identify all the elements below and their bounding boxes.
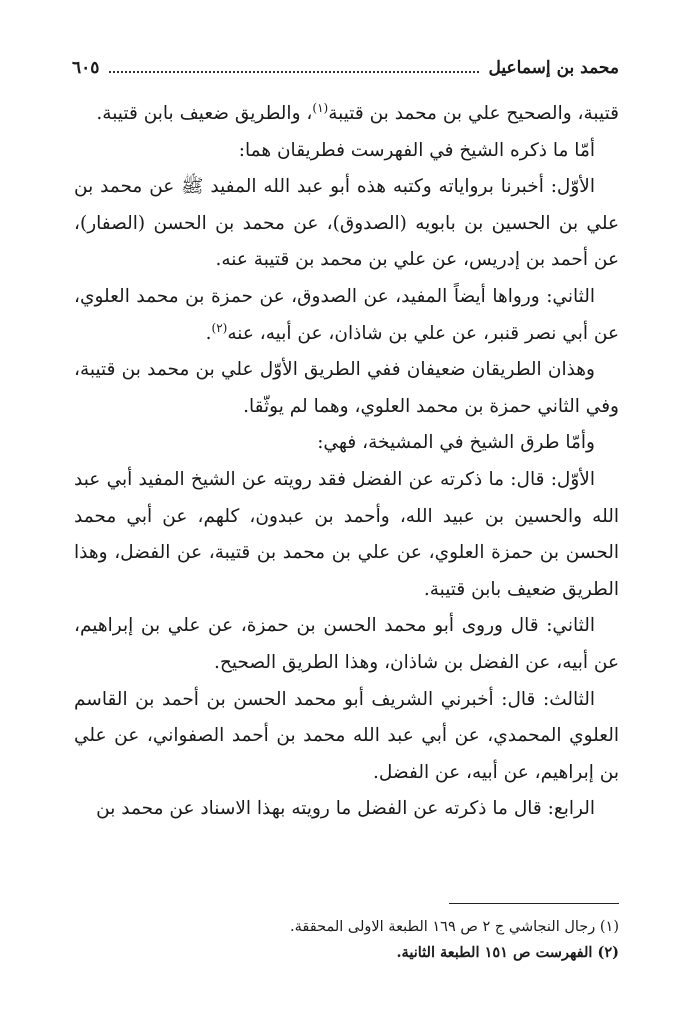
paragraph: الأوّل: أخبرنا برواياته وكتبه هذه أبو عبد الله المفيد ﷺ عن محمد بن علي بن الحسين بن بابويه (الصدوق)، عن محمد بن الحسن (الصفار)، عن أحمد بن إدريس، عن علي بن محمد بن قتيبة عنه.: [74, 176, 619, 271]
paragraph: الرابع: قال ما ذكرته عن الفضل ما رويته بهذا الاسناد عن محمد بن: [96, 798, 595, 820]
paragraph: الثاني: قال وروى أبو محمد الحسن بن حمزة، عن علي بن إبراهيم، عن أبيه، عن الفضل بن شاذان، وهذا الطريق الصحيح.: [74, 615, 619, 673]
paragraph: الثاني: ورواها أيضاً المفيد، عن الصدوق، عن حمزة بن محمد العلوي، عن أبي نصر قنبر، عن علي بن شاذان، عن أبيه، عنه$^{(٢)}$.: [74, 285, 619, 344]
page-number: ٦٠٥: [72, 58, 100, 78]
header-dot-leader: [109, 70, 478, 73]
footnote-2: (٢) الفهرست ص ١٥١ الطبعة الثانية.: [396, 944, 619, 961]
footnote-1: (١) رجال النجاشي ج ٢ ص ١٦٩ الطبعة الاولى المحققة.: [290, 919, 619, 935]
main-text: [74, 96, 619, 828]
paragraph: الأوّل: قال: ما ذكرته عن الفضل فقد رويته عن الشيخ المفيد أبي عبد الله والحسين بن عبيد الله، وأحمد بن عبدون، كلهم، عن أبي محمد الحسن بن حمزة العلوي، عن علي بن محمد بن قتيبة، عن الفضل، وهذا الطريق ضعيف بابن قتيبة.: [74, 468, 619, 600]
paragraph: قتيبة، والصحيح علي بن محمد بن قتيبة$^{(١)}$، والطريق ضعيف بابن قتيبة.: [96, 100, 619, 124]
footnotes: [74, 914, 619, 966]
paragraph: وهذان الطريقان ضعيفان ففي الطريق الأوّل علي بن محمد بن قتيبة، وفي الثاني حمزة بن محمد العلوي، وهما لم يوثّقا.: [74, 359, 619, 417]
paragraph: الثالث: قال: أخبرني الشريف أبو محمد الحسن بن أحمد بن القاسم العلوي المحمدي، عن أبي عبد الله محمد بن أحمد الصفواني، عن علي بن إبراهيم، عن أبيه، عن الفضل.: [74, 688, 619, 783]
footnote-ref: (١): [312, 100, 329, 115]
paragraph: أمّا ما ذكره الشيخ في الفهرست فطريقان هما:: [238, 139, 595, 161]
footnote-ref: (٢): [211, 320, 228, 335]
header-title: محمد بن إسماعيل: [488, 58, 619, 78]
footnote-divider: [449, 903, 619, 904]
running-header: [72, 48, 619, 78]
paragraph: وأمّا طرق الشيخ في المشيخة، فهي:: [317, 432, 595, 454]
